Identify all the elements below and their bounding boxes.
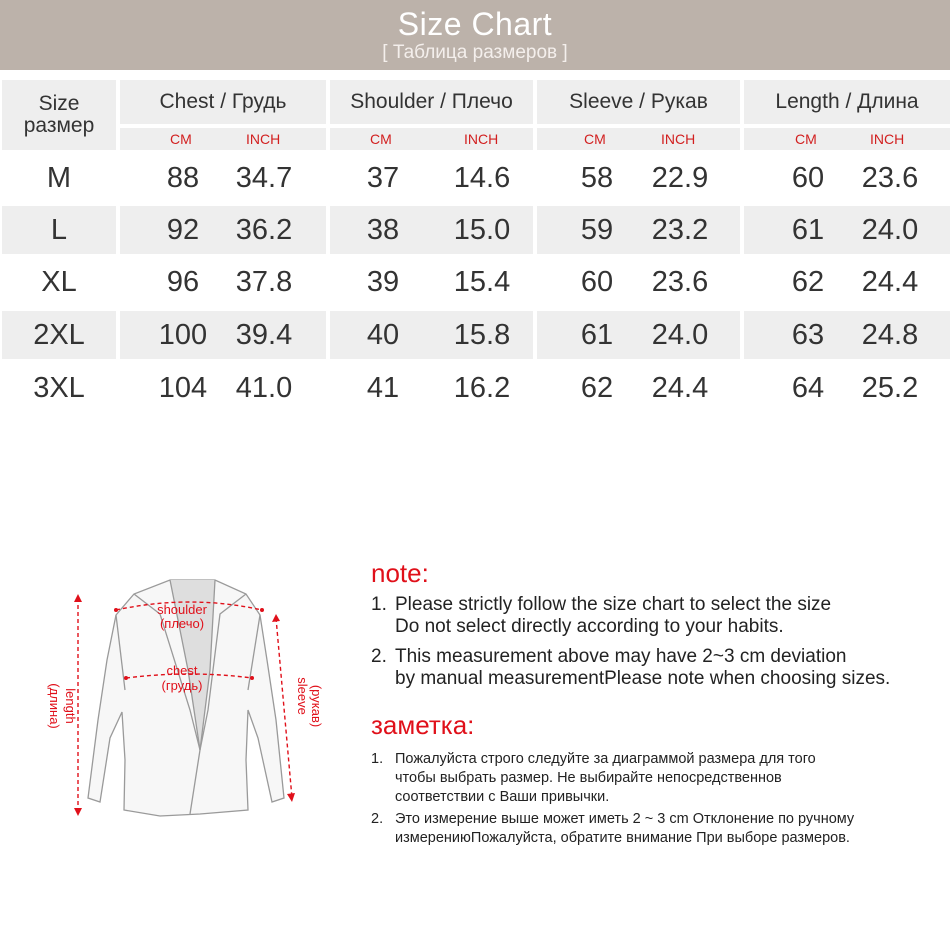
unit-cm: CM (370, 131, 392, 147)
chest-end (124, 676, 128, 680)
sleeve-cm: 59 (580, 213, 614, 246)
length-units (744, 128, 950, 150)
chest-inch: 34.7 (235, 161, 293, 194)
shoulder-inch: 14.6 (453, 161, 511, 194)
chest-cm: 92 (166, 213, 200, 246)
chest-label-ru: (грудь) (161, 678, 203, 693)
chest-cm: 88 (166, 161, 200, 194)
note-text: чтобы выбрать размер. Не выбирайте непосредственнов (395, 770, 782, 786)
note-text: Пожалуйста строго следуйте за диаграммой размера для того (395, 751, 816, 767)
sleeve-label-ru: (рукав) (309, 684, 324, 728)
unit-inch: INCH (246, 131, 281, 147)
sleeve-arrow-bottom (287, 793, 295, 802)
unit-cm: CM (170, 131, 192, 147)
note-en-item-2 (371, 646, 890, 690)
garment-measurement-figure (40, 570, 340, 840)
note-text: Do not select directly according to your habits. (395, 616, 784, 637)
chest-header: Chest / Грудь (120, 80, 326, 124)
chest-inch: 36.2 (235, 213, 293, 246)
shoulder-label: shoulder (157, 602, 207, 617)
shoulder-end (114, 608, 118, 612)
chest-inch: 37.8 (235, 265, 293, 298)
sleeve-inch: 23.6 (651, 265, 709, 298)
title-banner (0, 0, 950, 70)
size-column-header (2, 80, 116, 150)
length-cm: 64 (791, 371, 825, 404)
size-label: 3XL (33, 371, 85, 404)
length-cm: 62 (791, 265, 825, 298)
unit-inch: INCH (464, 131, 499, 147)
size-label: 2XL (33, 318, 85, 351)
size-label: XL (41, 265, 77, 298)
sleeve-inch: 22.9 (651, 161, 709, 194)
sleeve-cm: 61 (580, 318, 614, 351)
length-arrow-bottom (74, 808, 82, 816)
chest-label: chest (166, 663, 198, 678)
shoulder-header: Shoulder / Плечо (330, 80, 533, 124)
sleeve-label: sleeve (295, 677, 310, 715)
chest-inch: 39.4 (235, 318, 293, 351)
shoulder-inch: 15.4 (453, 265, 511, 298)
sleeve-inch: 24.0 (651, 318, 709, 351)
length-inch: 24.4 (861, 265, 919, 298)
size-label: M (46, 161, 72, 194)
chart-title: Size Chart (397, 6, 553, 42)
shoulder-cm: 37 (366, 161, 400, 194)
length-header: Length / Длина (744, 80, 950, 124)
unit-inch: INCH (870, 131, 905, 147)
chest-units (120, 128, 326, 150)
chest-cm: 100 (158, 318, 208, 351)
length-inch: 23.6 (861, 161, 919, 194)
length-label-ru: (длина) (47, 683, 62, 729)
shoulder-cm: 40 (366, 318, 400, 351)
sleeve-inch: 24.4 (651, 371, 709, 404)
shoulder-label-ru: (плечо) (159, 616, 205, 631)
sleeve-inch: 23.2 (651, 213, 709, 246)
note-text: Это измерение выше может иметь 2 ~ 3 cm Отклонение по ручному (395, 811, 855, 827)
unit-cm: CM (795, 131, 817, 147)
note-text: Please strictly follow the size chart to select the size (395, 594, 832, 615)
shoulder-end (260, 608, 264, 612)
sleeve-units (537, 128, 740, 150)
note-en-item-1 (371, 594, 831, 638)
note-ru-item-1 (371, 750, 816, 807)
length-inch: 25.2 (861, 371, 919, 404)
size-header-ru: размер (23, 114, 95, 137)
length-arrow-top (74, 594, 82, 602)
length-cm: 63 (791, 318, 825, 351)
sleeve-cm: 62 (580, 371, 614, 404)
size-header-en: Size (38, 92, 80, 115)
sleeve-header: Sleeve / Рукав (537, 80, 740, 124)
chest-cm: 104 (158, 371, 208, 404)
unit-inch: INCH (661, 131, 696, 147)
note-number: 2. (371, 811, 384, 827)
note-number: 1. (371, 594, 387, 615)
note-text: измерениюПожалуйста, обратите внимание При выборе размеров. (395, 830, 850, 846)
chart-subtitle: [ Таблица размеров ] (382, 42, 568, 63)
shoulder-units (330, 128, 533, 150)
chest-cm: 96 (166, 265, 200, 298)
note-number: 2. (371, 646, 387, 667)
length-cm: 61 (791, 213, 825, 246)
length-inch: 24.8 (861, 318, 919, 351)
note-text: This measurement above may have 2~3 cm deviation (395, 646, 847, 667)
note-text: соответствии с Ваши привычки. (395, 789, 610, 805)
note-ru-item-2 (371, 810, 854, 848)
shoulder-inch: 15.8 (453, 318, 511, 351)
length-inch: 24.0 (861, 213, 919, 246)
shoulder-inch: 15.0 (453, 213, 511, 246)
chest-end (250, 676, 254, 680)
unit-cm: CM (584, 131, 606, 147)
size-label: L (50, 213, 68, 246)
note-title-ru: заметка: (371, 710, 475, 740)
note-text: by manual measurementPlease note when choosing sizes. (395, 668, 891, 689)
sleeve-cm: 58 (580, 161, 614, 194)
chest-inch: 41.0 (235, 371, 293, 404)
shoulder-cm: 39 (366, 265, 400, 298)
sleeve-cm: 60 (580, 265, 614, 298)
shoulder-cm: 38 (366, 213, 400, 246)
length-cm: 60 (791, 161, 825, 194)
shoulder-cm: 41 (366, 371, 400, 404)
note-number: 1. (371, 751, 384, 767)
note-title-en: note: (371, 558, 429, 588)
length-label: length (63, 688, 78, 724)
shoulder-inch: 16.2 (453, 371, 511, 404)
sleeve-arrow-top (272, 614, 280, 622)
